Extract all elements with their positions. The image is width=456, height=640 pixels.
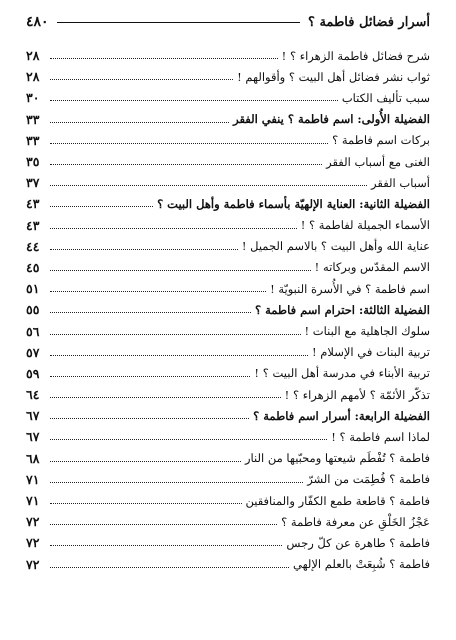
toc-entry xyxy=(26,490,430,511)
toc-entry-title: ثواب نشر فضائل أهل البيت ؟ وأقوالهم ! xyxy=(237,69,430,84)
toc-entry xyxy=(26,151,430,172)
toc-entry-title: فاطمة ؟ تُفْطَم شيعتها ومحبّيها من النار xyxy=(244,451,430,466)
toc-entry xyxy=(26,320,430,341)
toc-entry xyxy=(26,532,430,553)
toc-entry xyxy=(26,172,430,193)
toc-page-number: ٣٥ xyxy=(26,154,40,170)
toc-entry-title: الفضيلة الثالثة: احترام اسم فاطمة ؟ xyxy=(255,302,430,317)
toc-entry-title: عناية الله وأهل البيت ؟ بالاسم الجميل ! xyxy=(241,239,430,254)
toc-page-number: ٣٧ xyxy=(26,175,40,191)
toc-page-number: ٥٦ xyxy=(26,323,40,339)
toc-entry xyxy=(26,469,430,490)
dot-leader xyxy=(50,228,297,229)
toc-entry-title: عَجْزُ الخَلْقِ عن معرفة فاطمة ؟ xyxy=(281,514,430,529)
book-title: أسرار فضائل فاطمة ؟ xyxy=(308,14,430,30)
toc-page-number: ٥٩ xyxy=(26,365,40,381)
toc-page-number: ٤٤ xyxy=(26,238,40,254)
toc-entry-title: تربية الأبناء في مدرسة أهل البيت ؟ ! xyxy=(254,366,430,381)
dot-leader xyxy=(50,185,367,186)
toc-entry xyxy=(26,363,430,384)
toc-entry-title: فاطمة ؟ قاطعة طمع الكفّار والمنافقين xyxy=(245,493,430,508)
page-header xyxy=(26,12,430,32)
dot-leader xyxy=(50,206,153,207)
toc-entry-title: الفضيلة الثانية: العناية الإلهيّة بأسماء فاطمة وأهل البيت ؟ xyxy=(157,196,430,211)
toc-entry xyxy=(26,384,430,405)
toc-entry xyxy=(26,342,430,363)
dot-leader xyxy=(50,270,311,271)
dot-leader xyxy=(50,100,338,101)
toc-page-number: ٤٣ xyxy=(26,217,40,233)
toc-entry-title: تذكّر الأئمّة ؟ لأمهم الزهراء ؟ ! xyxy=(284,387,430,402)
toc-entry xyxy=(26,278,430,299)
page-number: ٤٨٠ xyxy=(26,14,49,30)
toc-page-number: ٥١ xyxy=(26,281,40,297)
toc-page-number: ٦٧ xyxy=(26,429,40,445)
toc-entry xyxy=(26,130,430,151)
toc-page-number: ٣٣ xyxy=(26,132,40,148)
toc-entry-title: الأسماء الجميلة لفاطمة ؟ ! xyxy=(300,218,430,233)
toc-entry-title: سلوك الجاهلية مع البنات ! xyxy=(304,324,430,339)
toc-page-number: ٥٧ xyxy=(26,344,40,360)
toc-page-number: ٦٨ xyxy=(26,450,40,466)
dot-leader xyxy=(50,545,282,546)
toc-page-number: ٧٢ xyxy=(26,514,40,530)
toc-section-heading xyxy=(26,299,430,320)
toc-page-number: ٣٣ xyxy=(26,111,40,127)
toc-page-number: ٢٨ xyxy=(26,48,40,64)
dot-leader xyxy=(50,164,322,165)
toc-entry xyxy=(26,215,430,236)
dot-leader xyxy=(50,143,328,144)
toc-entry xyxy=(26,45,430,66)
dot-leader xyxy=(50,79,233,80)
dot-leader xyxy=(50,312,251,313)
toc-page-number: ٣٠ xyxy=(26,90,40,106)
toc-page-number: ٧١ xyxy=(26,471,40,487)
toc-entry-title: أسباب الفقر xyxy=(371,175,430,190)
toc-entry xyxy=(26,87,430,108)
toc-page-number: ٧١ xyxy=(26,493,40,509)
dot-leader xyxy=(50,291,266,292)
dot-leader xyxy=(50,355,308,356)
toc-page-number: ٧٢ xyxy=(26,535,40,551)
dot-leader xyxy=(50,482,303,483)
dot-leader xyxy=(50,524,277,525)
toc-entry xyxy=(26,236,430,257)
toc-entry-title: اسم فاطمة ؟ في الأُسرة النبويّة ! xyxy=(270,281,430,296)
dot-leader xyxy=(50,439,327,440)
toc-entry xyxy=(26,426,430,447)
dot-leader xyxy=(50,461,241,462)
table-of-contents xyxy=(26,45,430,575)
toc-entry-title: لماذا اسم فاطمة ؟ ! xyxy=(331,429,430,444)
toc-entry-title: فاطمة ؟ شُبِعَتْ بالعلم الإلهي xyxy=(292,557,430,572)
toc-page-number: ٢٨ xyxy=(26,69,40,85)
header-rule xyxy=(57,22,300,23)
toc-entry xyxy=(26,448,430,469)
dot-leader xyxy=(50,58,278,59)
dot-leader xyxy=(50,376,250,377)
toc-entry-title: الفضيلة الأُولى: اسم فاطمة ؟ ينفي الفقر xyxy=(233,112,430,127)
toc-entry xyxy=(26,66,430,87)
dot-leader xyxy=(50,334,301,335)
toc-entry-title: شرح فضائل فاطمة الزهراء ؟ ! xyxy=(281,48,430,63)
toc-entry-title: سبب تأليف الكتاب xyxy=(341,90,430,105)
toc-entry-title: فاطمة ؟ طاهرة عن كلّ رجس xyxy=(286,535,430,550)
toc-page-number: ٧٢ xyxy=(26,556,40,572)
toc-section-heading xyxy=(26,109,430,130)
toc-entry-title: بركات اسم فاطمة ؟ xyxy=(332,133,430,148)
toc-entry xyxy=(26,257,430,278)
toc-entry xyxy=(26,511,430,532)
toc-page-number: ٦٧ xyxy=(26,408,40,424)
toc-section-heading xyxy=(26,405,430,426)
toc-page-number: ٥٥ xyxy=(26,302,40,318)
dot-leader xyxy=(50,249,238,250)
dot-leader xyxy=(50,503,242,504)
dot-leader xyxy=(50,122,229,123)
dot-leader xyxy=(50,418,249,419)
toc-entry-title: الفضيلة الرابعة: أسرار اسم فاطمة ؟ xyxy=(253,408,430,423)
toc-entry-title: الاسم المقدّس وبركاته ! xyxy=(314,260,430,275)
toc-page-number: ٤٥ xyxy=(26,259,40,275)
dot-leader xyxy=(50,567,289,568)
toc-page-number: ٦٤ xyxy=(26,387,40,403)
toc-page-number: ٤٣ xyxy=(26,196,40,212)
toc-entry-title: الغنى مع أسباب الفقر xyxy=(326,154,430,169)
toc-entry xyxy=(26,554,430,575)
toc-entry-title: تربية البنات في الإسلام ! xyxy=(311,345,430,360)
dot-leader xyxy=(50,397,281,398)
toc-section-heading xyxy=(26,193,430,214)
toc-entry-title: فاطمة ؟ فُطِمَت من الشرّ xyxy=(307,472,430,487)
